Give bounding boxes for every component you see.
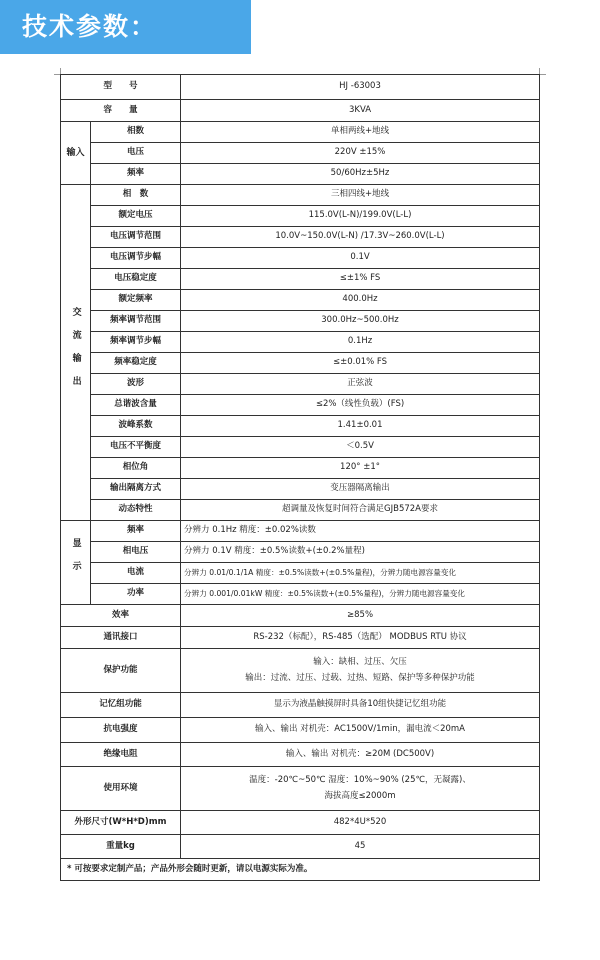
dimensions-value: 482*4U*520 [181, 811, 540, 835]
dielectric-value: 输入、输出 对机壳：AC1500V/1min，漏电流＜20mA [181, 718, 540, 743]
input-frequency-label: 频率 [91, 164, 181, 185]
waveform-label: 波形 [91, 374, 181, 395]
voltage-stability-label: 电压稳定度 [91, 269, 181, 290]
insulation-value: 输入、输出 对机壳：≥20M (DC500V) [181, 743, 540, 767]
environment-label: 使用环境 [61, 767, 181, 811]
table-row [61, 437, 540, 458]
memory-label: 记忆组功能 [61, 693, 181, 718]
display-phase-voltage-label: 相电压 [91, 542, 181, 563]
frequency-stability-value: ≤±0.01% FS [181, 353, 540, 374]
phase-angle-label: 相位角 [91, 458, 181, 479]
dynamic-response-value: 超调量及恢复时间符合满足GJB572A要求 [181, 500, 540, 521]
page-title: 技术参数： [22, 12, 158, 41]
rated-frequency-value: 400.0Hz [181, 290, 540, 311]
rated-voltage-label: 额定电压 [91, 206, 181, 227]
display-current-value: 分辨力 0.01/0.1/1A 精度：±0.5%读数+(±0.5%量程)，分辨力随电源容量变化 [181, 563, 540, 584]
table-row [61, 122, 540, 143]
display-power-label: 功率 [91, 584, 181, 605]
display-phase-voltage-value: 分辨力 0.1V 精度：±0.5%读数+(±0.2%量程) [181, 542, 540, 563]
dimensions-label: 外形尺寸(W*H*D)mm [61, 811, 181, 835]
voltage-step-label: 电压调节步幅 [91, 248, 181, 269]
phase-angle-value: 120° ±1° [181, 458, 540, 479]
header-banner [0, 0, 251, 54]
display-group-label [61, 521, 91, 605]
protection-value [181, 649, 540, 693]
table-row [61, 627, 540, 649]
table-row [61, 479, 540, 500]
table-row [61, 605, 540, 627]
table-row [61, 693, 540, 718]
table-row [61, 311, 540, 332]
table-row [61, 206, 540, 227]
table-row [61, 248, 540, 269]
table-row [61, 75, 540, 100]
capacity-value: 3KVA [181, 100, 540, 122]
frequency-step-value: 0.1Hz [181, 332, 540, 353]
spec-table [60, 74, 540, 881]
weight-value: 45 [181, 835, 540, 859]
table-row [61, 718, 540, 743]
memory-value: 显示为液晶触摸屏时具备10组快捷记忆组功能 [181, 693, 540, 718]
voltage-range-value: 10.0V~150.0V(L-N) /17.3V~260.0V(L-L) [181, 227, 540, 248]
efficiency-value: ≥85% [181, 605, 540, 627]
crest-factor-label: 波峰系数 [91, 416, 181, 437]
input-phase-value: 单相两线+地线 [181, 122, 540, 143]
ac-phase-label: 相 数 [91, 185, 181, 206]
model-label: 型 号 [61, 75, 181, 100]
display-current-label: 电流 [91, 563, 181, 584]
table-row [61, 835, 540, 859]
output-isolation-value: 变压器隔离输出 [181, 479, 540, 500]
table-row [61, 164, 540, 185]
table-row [61, 584, 540, 605]
table-row [61, 416, 540, 437]
voltage-stability-value: ≤±1% FS [181, 269, 540, 290]
rated-voltage-value: 115.0V(L-N)/199.0V(L-L) [181, 206, 540, 227]
waveform-value: 正弦波 [181, 374, 540, 395]
footnote: * 可按要求定制产品；产品外形会随时更新，请以电源实际为准。 [61, 859, 540, 881]
input-phase-label: 相数 [91, 122, 181, 143]
crest-factor-value: 1.41±0.01 [181, 416, 540, 437]
input-frequency-value: 50/60Hz±5Hz [181, 164, 540, 185]
environment-temp-line: 温度：-20℃~50℃ 湿度：10%~90% (25℃，无凝露)、 [249, 774, 471, 785]
model-value: HJ -63003 [181, 75, 540, 100]
frequency-range-label: 频率调节范围 [91, 311, 181, 332]
ac-phase-value: 三相四线+地线 [181, 185, 540, 206]
table-row [61, 143, 540, 164]
ac-output-group-label [61, 185, 91, 521]
voltage-step-value: 0.1V [181, 248, 540, 269]
ac-output-group-text: 交流输出 [70, 306, 81, 399]
comm-interface-label: 通讯接口 [61, 627, 181, 649]
display-frequency-value: 分辨力 0.1Hz 精度：±0.02%读数 [181, 521, 540, 542]
voltage-range-label: 电压调节范围 [91, 227, 181, 248]
weight-label: 重量kg [61, 835, 181, 859]
table-row [61, 353, 540, 374]
dynamic-response-label: 动态特性 [91, 500, 181, 521]
insulation-label: 绝缘电阻 [61, 743, 181, 767]
rated-frequency-label: 额定频率 [91, 290, 181, 311]
table-row [61, 563, 540, 584]
table-row [61, 542, 540, 563]
input-voltage-label: 电压 [91, 143, 181, 164]
display-frequency-label: 频率 [91, 521, 181, 542]
thd-label: 总谐波含量 [91, 395, 181, 416]
input-voltage-value: 220V ±15% [181, 143, 540, 164]
frequency-range-value: 300.0Hz~500.0Hz [181, 311, 540, 332]
table-row [61, 500, 540, 521]
table-row [61, 227, 540, 248]
table-row [61, 395, 540, 416]
table-row [61, 811, 540, 835]
protection-input-line: 输入：缺相、过压、欠压 [313, 656, 407, 667]
table-row [61, 458, 540, 479]
output-isolation-label: 输出隔离方式 [91, 479, 181, 500]
environment-altitude-line: 海拔高度≤2000m [324, 790, 396, 801]
efficiency-label: 效率 [61, 605, 181, 627]
dielectric-label: 抗电强度 [61, 718, 181, 743]
table-row [61, 100, 540, 122]
comm-interface-value: RS-232（标配），RS-485（选配） MODBUS RTU 协议 [181, 627, 540, 649]
display-power-value: 分辨力 0.001/0.01kW 精度：±0.5%读数+(±0.5%量程)，分辨力随电源容量变化 [181, 584, 540, 605]
table-row [61, 521, 540, 542]
display-group-text: 显示 [70, 537, 81, 584]
protection-label: 保护功能 [61, 649, 181, 693]
table-row [61, 269, 540, 290]
voltage-unbalance-label: 电压不平衡度 [91, 437, 181, 458]
frequency-stability-label: 频率稳定度 [91, 353, 181, 374]
input-group-label: 输入 [61, 122, 91, 185]
table-row [61, 374, 540, 395]
capacity-label: 容 量 [61, 100, 181, 122]
table-row [61, 332, 540, 353]
corner-mark-top-right [539, 68, 546, 75]
table-row [61, 767, 540, 811]
table-row [61, 859, 540, 881]
protection-output-line: 输出：过流、过压、过载、过热、短路、保护等多种保护功能 [245, 672, 475, 683]
table-row [61, 649, 540, 693]
table-row [61, 290, 540, 311]
table-row [61, 185, 540, 206]
environment-value [181, 767, 540, 811]
frequency-step-label: 频率调节步幅 [91, 332, 181, 353]
table-row [61, 743, 540, 767]
thd-value: ≤2%（线性负载）(FS) [181, 395, 540, 416]
voltage-unbalance-value: ＜0.5V [181, 437, 540, 458]
